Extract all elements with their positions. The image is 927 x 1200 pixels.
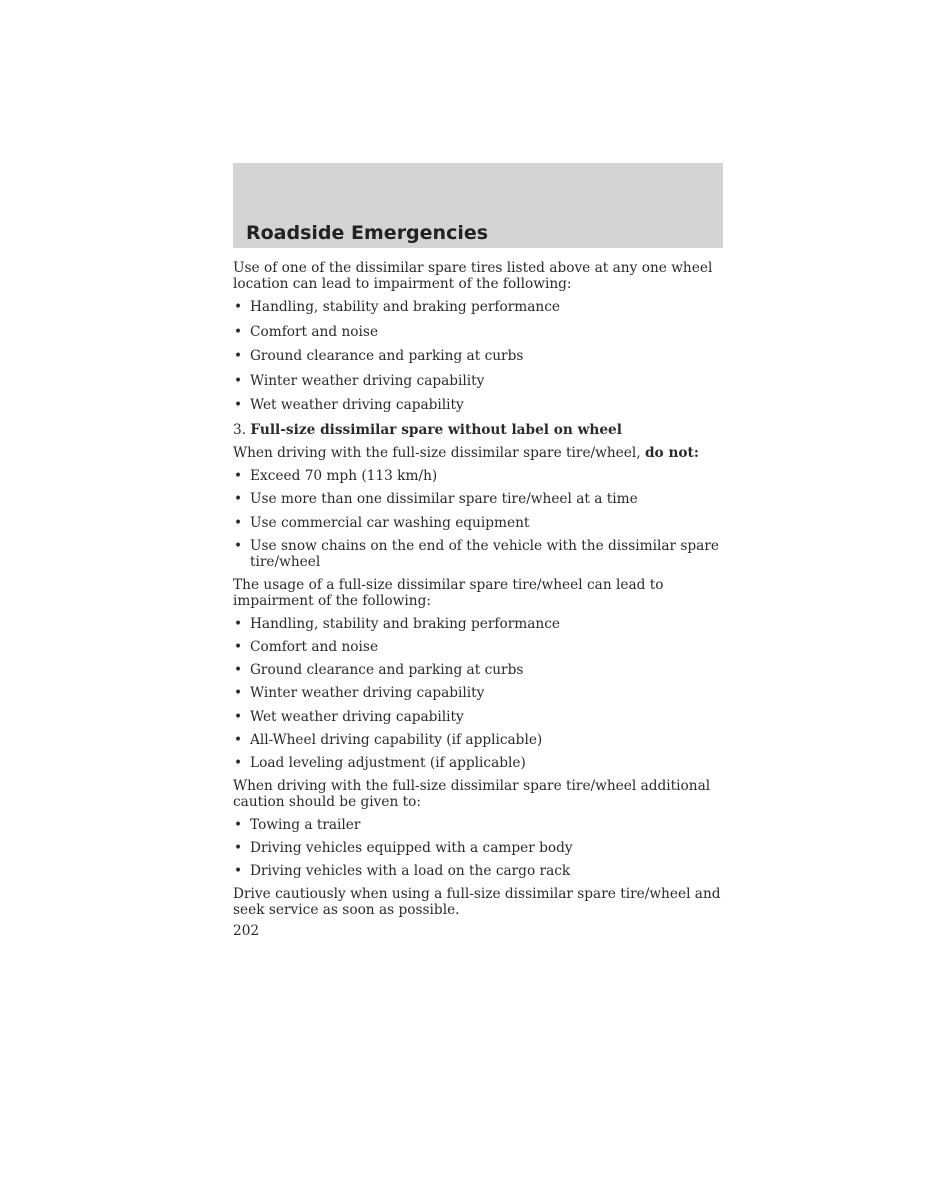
list-item: • Wet weather driving capability (233, 397, 723, 413)
list-item: • Exceed 70 mph (113 km/h) (233, 468, 723, 484)
list-item: • Load leveling adjustment (if applicable) (233, 755, 723, 771)
impairment-list-2 (233, 616, 723, 771)
list-item: • Towing a trailer (233, 817, 723, 833)
list-item: • Handling, stability and braking performance (233, 299, 723, 315)
list-item: • Winter weather driving capability (233, 685, 723, 701)
list-item: • Comfort and noise (233, 324, 723, 340)
page-number: 202 (233, 923, 260, 940)
list-item: • Driving vehicles equipped with a camper body (233, 840, 723, 856)
usage-paragraph: The usage of a full-size dissimilar spare tire/wheel can lead to impairment of the following: (233, 577, 664, 610)
section-header-band (233, 163, 723, 248)
do-not-list (233, 468, 723, 570)
list-item: • Wet weather driving capability (233, 709, 723, 725)
subsection-heading (233, 422, 723, 438)
list-item: • Use more than one dissimilar spare tire/wheel at a time (233, 491, 723, 507)
list-item: • Winter weather driving capability (233, 373, 723, 389)
subsection-number: 3. (233, 421, 247, 438)
closing-paragraph: Drive cautiously when using a full-size dissimilar spare tire/wheel and seek service as soon as possible. (233, 886, 721, 919)
list-item: • Comfort and noise (233, 639, 723, 655)
driving-emphasis: do not: (644, 444, 699, 461)
list-item: • Handling, stability and braking performance (233, 616, 723, 632)
driving-text: When driving with the full-size dissimilar spare tire/wheel, (233, 444, 641, 461)
list-item: • Driving vehicles with a load on the cargo rack (233, 863, 723, 879)
list-item: • Ground clearance and parking at curbs (233, 662, 723, 678)
section-title: Roadside Emergencies (246, 222, 489, 244)
list-item: • Use snow chains on the end of the vehicle with the dissimilar spare tire/wheel (233, 538, 723, 570)
subsection-title: Full-size dissimilar spare without label on wheel (250, 421, 622, 438)
impairment-list-1 (233, 299, 723, 413)
page-content (233, 260, 723, 939)
list-item: • Ground clearance and parking at curbs (233, 348, 723, 364)
intro-paragraph: Use of one of the dissimilar spare tires listed above at any one wheel location can lead to impairment of the following: (233, 260, 713, 292)
caution-list (233, 817, 723, 879)
driving-paragraph (233, 445, 723, 461)
list-item: • Use commercial car washing equipment (233, 515, 723, 531)
list-item: • All-Wheel driving capability (if applicable) (233, 732, 723, 748)
caution-paragraph: When driving with the full-size dissimilar spare tire/wheel additional caution should be given to: (233, 777, 711, 810)
